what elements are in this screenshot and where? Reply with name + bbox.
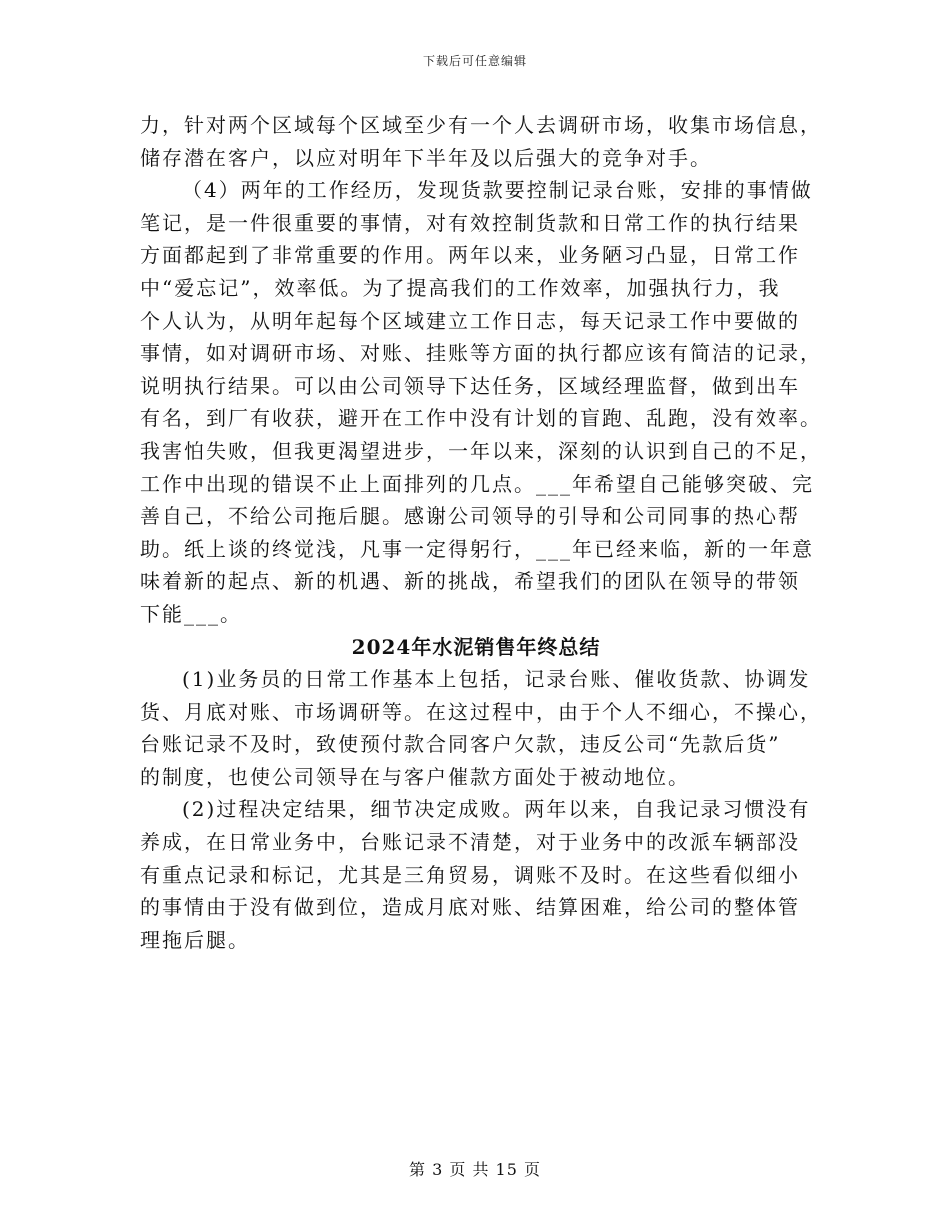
paragraph-1-start: (1)业务员的日常工作基本上包括，记录台账、催收货款、协调发 — [182, 667, 811, 692]
page-header-note: 下载后可任意编辑 — [422, 54, 527, 68]
body-line: 工作中出现的错误不止上面排列的几点。___年希望自己能够突破、完 — [140, 471, 814, 496]
body-line: 助。纸上谈的终觉浅，凡事一定得躬行，___年已经来临，新的一年意 — [140, 536, 814, 561]
body-line: 事情，如对调研市场、对账、挂账等方面的执行都应该有简洁的记录， — [140, 341, 822, 366]
body-line: 味着新的起点、新的机遇、新的挑战，希望我们的团队在领导的带领 — [140, 569, 800, 594]
body-line: 有名，到厂有收获，避开在工作中没有计划的盲跑、乱跑，没有效率。 — [140, 406, 822, 431]
body-line: 笔记，是一件很重要的事情，对有效控制货款和日常工作的执行结果 — [140, 210, 800, 235]
page-number-footer: 第 3 页 共 15 页 — [409, 1160, 541, 1179]
body-line: 方面都起到了非常重要的作用。两年以来，业务陋习凸显，日常工作 — [140, 243, 800, 268]
paragraph-4-start: （4）两年的工作经历，发现货款要控制记录台账，安排的事情做 — [182, 178, 813, 203]
document-body — [140, 109, 822, 956]
body-line: 善自己，不给公司拖后腿。感谢公司领导的引导和公司同事的热心帮 — [140, 504, 800, 529]
body-line: 的事情由于没有做到位，造成月底对账、结算困难，给公司的整体管 — [140, 895, 800, 920]
body-line: 储存潜在客户，以应对明年下半年及以后强大的竞争对手。 — [140, 145, 712, 170]
body-line: 力，针对两个区域每个区域至少有一个人去调研市场，收集市场信息， — [140, 113, 822, 137]
body-line: 个人认为，从明年起每个区域建立工作日志，每天记录工作中要做的 — [140, 308, 800, 333]
body-line: 下能___。 — [140, 601, 242, 626]
body-line: 的制度，也使公司领导在与客户催款方面处于被动地位。 — [140, 764, 690, 789]
body-line: 有重点记录和标记，尤其是三角贸易，调账不及时。在这些看似细小 — [140, 862, 800, 887]
body-line: 台账记录不及时，致使预付款合同客户欠款，违反公司“先款后货” — [140, 732, 781, 757]
paragraph-2-start: (2)过程决定结果，细节决定成败。两年以来，自我记录习惯没有 — [182, 797, 811, 822]
body-line: 货、月底对账、市场调研等。在这过程中，由于个人不细心，不操心， — [140, 699, 822, 724]
body-line: 我害怕失败，但我更渴望进步，一年以来，深刻的认识到自己的不足， — [140, 438, 822, 463]
section-title: 2024年水泥销售年终总结 — [351, 634, 601, 659]
body-line: 理拖后腿。 — [140, 927, 250, 952]
body-line: 中“爱忘记”，效率低。为了提高我们的工作效率，加强执行力，我 — [140, 275, 781, 300]
body-line: 说明执行结果。可以由公司领导下达任务，区域经理监督，做到出车 — [140, 373, 800, 398]
body-line: 养成，在日常业务中，台账记录不清楚，对于业务中的改派车辆部没 — [140, 830, 800, 855]
